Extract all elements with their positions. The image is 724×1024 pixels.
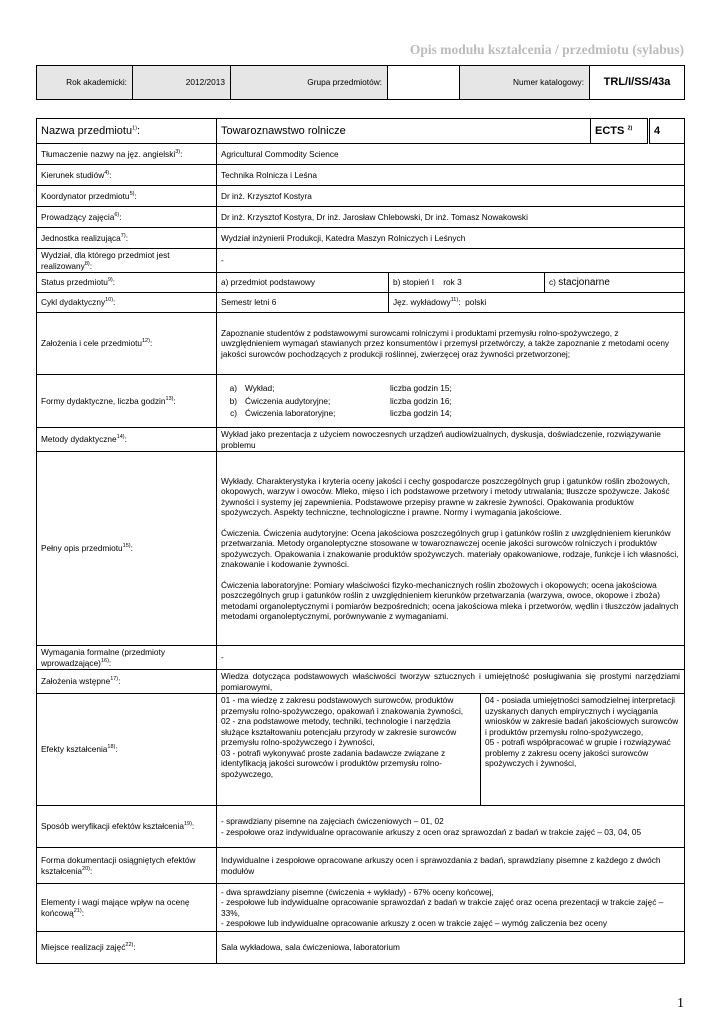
nazwa-przedmiotu-label: Nazwa przedmiotu$^{1)}$: <box>37 119 217 144</box>
nazwa-przedmiotu-value: Towaroznawstwo rolnicze <box>217 119 591 144</box>
elementy-wagi-value: - dwa sprawdziany pisemne (ćwiczenia + wykłady) - 67% oceny końcowej, - zespołowe lub indywidualne opracowanie sprawozdań z badań w trakcie zajęć oraz ocena prezentacji w trakcie zajęć – 33%, - zespołowe lub indywidualne opracowanie arkuszy z ocen w trakcie zajęć – wymóg zaliczenia bez oceny <box>217 884 685 932</box>
status-label: Status przedmiotu$^{9)}$: <box>37 273 217 293</box>
status-a: a) przedmiot podstawowy <box>217 273 389 293</box>
zalozenia-label: Założenia i cele przedmiotu$^{12)}$: <box>37 313 217 375</box>
kierunek-value: Technika Rolnicza i Leśna <box>217 165 685 186</box>
opis-cwiczenia-audytoryjne: Ćwiczenia. Ćwiczenia audytoryjne: Ocena jakościowa poszczególnych grup i gatunków roślin z uwzględnieniem kierunków przetwarzania. Metody organoleptyczne stosowane w towaroznawczej ocenie jakości surowców rolniczych i produktów spożywczych. Opakowania i znakowanie produktów spożywczych. materiały opakowaniowe, rodzaje, funkcje i ich własności, znakowanie i kodowanie żywności. <box>221 527 679 569</box>
pelny-opis-label: Pełny opis przedmiotu$^{15)}$: <box>37 452 217 646</box>
efekty-label: Efekty kształcenia$^{18)}$: <box>37 694 217 806</box>
jezyk-wykladowy: Jęz. wykładowy$^{11)}$: polski <box>389 293 685 313</box>
opis-wyklady: Wykłady. Charakterystyka i kryteria oceny jakości i cechy gospodarcze poszczególnych grup i gatunków roślin zbożowych, okopowych, warzyw i owoców. Mleko, mięso i ich podstawowe przetwory i metody utrwalania; tłuszcze spożywcze. Jakość żywności i systemy jej zapewnienia. Podstawowe przepisy prawne w zakresie żywności. Opakowania produktów spożywczych. Aspekty techniczne, technologiczne i prawne. Normy i wymagania jakościowe. <box>221 475 670 517</box>
ects-label: ECTS $^{2)}$ <box>591 119 649 144</box>
sposob-weryfikacji-value: - sprawdziany pisemne na zajęciach ćwiczeniowych – 01, 02 - zespołowe oraz indywidualne opracowanie arkuszy z ocen oraz sprawozdań z badań w trakcie zajęć – 03, 04, 05 <box>217 806 685 848</box>
forma-item: b) Ćwiczenia audytoryjne; liczba godzin 16; <box>229 395 452 406</box>
efekty-right: 04 - posiada umiejętności samodzielnej interpretacji uzyskanych danych empirycznych i wyciągania wniosków w zakresie badań jakościowych surowców i produktów przemysłu rolno-spożywczego, 05 - potrafi współpracować w grupie i rozwiązywać problemy z zakresu oceny jakości surowców spożywczych i żywności, <box>481 694 685 806</box>
jednostka-label: Jednostka realizująca$^{7)}$: <box>37 228 217 249</box>
cykl-label: Cykl dydaktyczny$^{10)}$: <box>37 293 217 313</box>
grupa-przedmiotow-value <box>388 66 460 100</box>
rok-akademicki-label: Rok akademicki: <box>37 66 133 100</box>
formy-label: Formy dydaktyczne, liczba godzin$^{13)}$: <box>37 375 217 428</box>
efekty-left: 01 - ma wiedzę z zakresu podstawowych surowców, produktów przemysłu rolno-spożywczego, opakowań i znakowania żywności, 02 - zna podstawowe metody, techniki, technologie i narzędzia służące kształtowaniu potencjału przyrody w zakresie surowców przemysłu rolno-spożywczego i żywności, 03 - potrafi wykonywać proste zadania badawcze związane z identyfikacją jakości surowców i produktów przemysłu rolno-spożywczego, <box>217 694 481 806</box>
prowadzacy-value: Dr inż. Krzysztof Kostyra, Dr inż. Jarosław Chlebowski, Dr inż. Tomasz Nowakowski <box>217 207 685 228</box>
wymagania-label: Wymagania formalne (przedmioty wprowadzające)$^{16)}$: <box>37 646 217 670</box>
zalozenia-value: Zapoznanie studentów z podstawowymi surowcami rolniczymi i produktami przemysłu rolno-spożywczego, z uwzględnieniem wymagań stawianych przez konsumentów i przemysł przetwórczy, a także zapoznanie z metodami oceny jakości surowców pochodzących z produkcji roślinnej, zwierzęcej oraz żywności przetworzonej; <box>217 313 685 375</box>
forma-item: c) Ćwiczenia laboratoryjne; liczba godzin 14; <box>230 408 452 419</box>
pelny-opis-value <box>217 452 685 646</box>
tlumaczenie-value: Agricultural Commodity Science <box>217 144 685 165</box>
opis-cwiczenia-laboratoryjne: Ćwiczenia laboratoryjne: Pomiary właściwości fizyko-mechanicznych roślin zbożowych i okopowych; ocena jakościowa poszczególnych grup i gatunków roślin z uwzględnieniem kierunków przetwarzania (warzywa, owoce, okopowe i zboża) metodami organoleptycznymi i pomiarów bezpośrednich; ocena jakościowa mleka i przetworów, wędlin i tłuszczów jadalnych metodami organoleptycznymi, porównywanie z wymaganiami. <box>221 579 679 621</box>
elementy-wagi-label: Elementy i wagi mające wpływ na ocenę końcową$^{21)}$: <box>37 884 217 932</box>
metody-label: Metody dydaktyczne$^{14)}$: <box>37 428 217 452</box>
document-title: Opis modułu kształcenia / przedmiotu (sylabus) <box>409 42 684 57</box>
numer-katalogowy-label: Numer katalogowy: <box>460 66 590 100</box>
kierunek-label: Kierunek studiów$^{4)}$: <box>37 165 217 186</box>
cykl-value: Semestr letni 6 <box>217 293 389 313</box>
status-c: c) stacjonarne <box>545 273 685 293</box>
formy-list <box>217 375 685 428</box>
forma-dokumentacji-label: Forma dokumentacji osiągniętych efektów kształcenia$^{20)}$: <box>37 848 217 884</box>
miejsce-realizacji-label: Miejsce realizacji zajęć$^{22)}$: <box>37 932 217 964</box>
rok-akademicki-value: 2012/2013 <box>133 66 231 100</box>
page-number: 1 <box>677 996 684 1011</box>
zalozenia-wstepne-label: Założenia wstępne$^{17)}$: <box>37 670 217 694</box>
forma-dokumentacji-value: Indywidualne i zespołowe opracowane arkuszy ocen i sprawozdania z badań, sprawdziany pisemne z każdego z dwóch modułów <box>217 848 685 884</box>
header-table <box>36 65 685 100</box>
prowadzacy-label: Prowadzący zajęcia$^{6)}$: <box>37 207 217 228</box>
wymagania-value: - <box>217 646 685 670</box>
tlumaczenie-label: Tłumaczenie nazwy na jęz. angielski$^{3)}$: <box>37 144 217 165</box>
zalozenia-wstepne-value: Wiedza dotycząca podstawowych właściwości tworzyw sztucznych i umiejętność posługiwania się prostymi narzędziami pomiarowymi, <box>217 670 685 694</box>
syllabus-table <box>36 118 685 964</box>
numer-katalogowy-value: TRL/I/SS/43a <box>590 66 685 100</box>
grupa-przedmiotow-label: Grupa przedmiotów: <box>231 66 388 100</box>
koordynator-label: Koordynator przedmiotu$^{5)}$: <box>37 186 217 207</box>
sposob-weryfikacji-label: Sposób weryfikacji efektów kształcenia$^{19)}$: <box>37 806 217 848</box>
koordynator-value: Dr inż. Krzysztof Kostyra <box>217 186 685 207</box>
wydzial-value: - <box>217 249 685 273</box>
metody-value: Wykład jako prezentacja z użyciem nowoczesnych urządzeń audiowizualnych, dyskusja, doświadczenie, rozwiązywanie problemu <box>217 428 685 452</box>
miejsce-realizacji-value: Sala wykładowa, sala ćwiczeniowa, laboratorium <box>217 932 685 964</box>
wydzial-label: Wydział, dla którego przedmiot jest realizowany$^{8)}$: <box>37 249 217 273</box>
status-b: b) stopień I rok 3 <box>389 273 545 293</box>
forma-item: a) Wykład; liczba godzin 15; <box>229 383 452 394</box>
ects-value: 4 <box>649 119 685 144</box>
jednostka-value: Wydział inżynierii Produkcji, Katedra Maszyn Rolniczych i Leśnych <box>217 228 685 249</box>
